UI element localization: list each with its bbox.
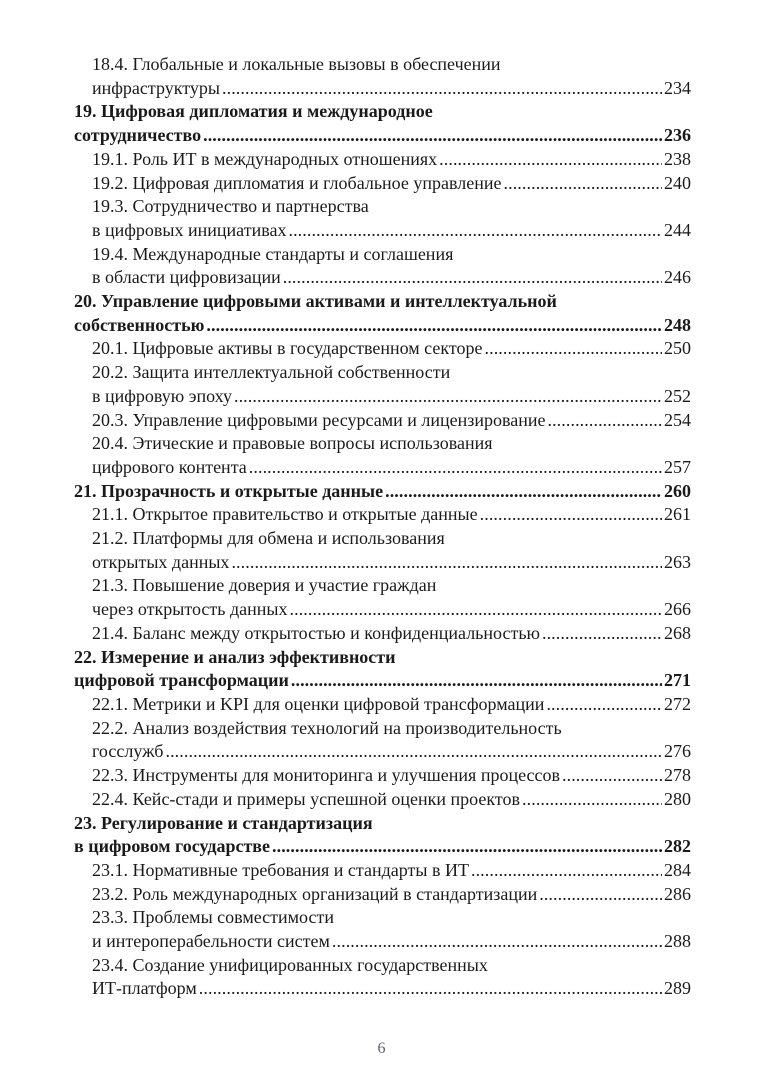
dot-leader xyxy=(203,124,662,148)
toc-section-entry xyxy=(74,195,691,242)
toc-page-number: 268 xyxy=(664,622,691,643)
toc-entry-title-line: 22.3. Инструменты для мониторинга и улучшения процессов xyxy=(92,765,560,786)
toc-chapter-entry xyxy=(74,290,691,337)
dot-leader xyxy=(272,835,662,859)
toc-entry-title-line: через открытость данных xyxy=(92,599,288,620)
toc-entry-title-line: 20.4. Этические и правовые вопросы использования xyxy=(92,433,493,454)
toc-entry-last-line xyxy=(74,788,691,812)
toc-entry-title-line: 21.4. Баланс между открытостью и конфиденциальностью xyxy=(92,622,540,643)
toc-entry-title-line: 21. Прозрачность и открытые данные xyxy=(74,480,384,501)
toc-entry-title-line: в цифровом государстве xyxy=(74,836,270,857)
toc-page-number: 271 xyxy=(664,670,691,691)
toc-page-number: 288 xyxy=(664,931,691,952)
toc-section-entry xyxy=(74,693,691,717)
toc-page-number: 234 xyxy=(664,77,691,98)
toc-page-number: 250 xyxy=(664,338,691,359)
dot-leader xyxy=(546,693,662,717)
toc-section-entry xyxy=(74,53,691,100)
toc-entry-last-line xyxy=(74,883,691,907)
table-of-contents xyxy=(74,53,691,1001)
toc-chapter-entry xyxy=(74,812,691,859)
toc-section-entry xyxy=(74,337,691,361)
toc-section-entry xyxy=(74,172,691,196)
toc-entry-last-line xyxy=(74,456,691,480)
toc-page-number: 282 xyxy=(664,836,691,857)
toc-page-number: 278 xyxy=(664,765,691,786)
toc-entry-last-line xyxy=(74,266,691,290)
dot-leader xyxy=(332,930,662,954)
toc-entry-last-line xyxy=(74,409,691,433)
toc-entry-title-line: 21.3. Повышение доверия и участие граждан xyxy=(92,575,437,596)
toc-entry-last-line xyxy=(74,622,691,646)
toc-entry-title-line: 20. Управление цифровыми активами и интеллектуальной xyxy=(74,291,557,312)
toc-page-number: 260 xyxy=(664,480,691,501)
toc-entry-last-line xyxy=(74,693,691,717)
dot-leader xyxy=(385,480,662,504)
toc-entry-title-line: 22.4. Кейс-стади и примеры успешной оценки проектов xyxy=(92,788,521,809)
toc-section-entry xyxy=(74,432,691,479)
toc-section-entry xyxy=(74,409,691,433)
toc-section-entry xyxy=(74,954,691,1001)
dot-leader xyxy=(291,669,662,693)
toc-page-number: 263 xyxy=(664,551,691,572)
toc-entry-title-line: 23.3. Проблемы совместимости xyxy=(92,907,334,928)
toc-page-number: 266 xyxy=(664,599,691,620)
dot-leader xyxy=(562,764,662,788)
dot-leader xyxy=(165,740,662,764)
toc-page-number: 280 xyxy=(664,788,691,809)
dot-leader xyxy=(480,503,662,527)
toc-entry-title-line: открытых данных xyxy=(92,551,230,572)
toc-entry-last-line xyxy=(74,669,691,693)
dot-leader xyxy=(231,551,662,575)
toc-chapter-entry xyxy=(74,646,691,693)
dot-leader xyxy=(439,148,662,172)
dot-leader xyxy=(199,977,662,1001)
toc-entry-last-line xyxy=(74,124,691,148)
toc-chapter-entry xyxy=(74,480,691,504)
toc-entry-title-line: 23.2. Роль международных организаций в стандартизации xyxy=(92,883,538,904)
toc-section-entry xyxy=(74,503,691,527)
page-number: 6 xyxy=(377,1040,386,1057)
toc-entry-title-line: 19.1. Роль ИТ в международных отношениях xyxy=(92,148,438,169)
dot-leader xyxy=(249,456,662,480)
toc-entry-title-line: 21.1. Открытое правительство и открытые данные xyxy=(92,504,478,525)
toc-page-number: 276 xyxy=(664,741,691,762)
toc-entry-title-line: цифровой трансформации xyxy=(74,670,289,691)
toc-entry-title-line: собственностью xyxy=(74,314,205,335)
dot-leader xyxy=(222,77,662,101)
toc-entry-title-line: 23.4. Создание унифицированных государственных xyxy=(92,954,488,975)
toc-section-entry xyxy=(74,883,691,907)
dot-leader xyxy=(547,409,662,433)
toc-page-number: 254 xyxy=(664,409,691,430)
dot-leader xyxy=(206,314,662,338)
toc-entry-title-line: 22.1. Метрики и KPI для оценки цифровой трансформации xyxy=(92,693,545,714)
toc-section-entry xyxy=(74,906,691,953)
toc-entry-last-line xyxy=(74,385,691,409)
dot-leader xyxy=(539,883,662,907)
toc-entry-last-line xyxy=(74,337,691,361)
toc-entry-last-line xyxy=(74,598,691,622)
toc-section-entry xyxy=(74,859,691,883)
toc-entry-last-line xyxy=(74,148,691,172)
toc-entry-title-line: цифрового контента xyxy=(92,456,247,477)
toc-page-number: 248 xyxy=(664,314,691,335)
toc-section-entry xyxy=(74,148,691,172)
toc-entry-title-line: и интероперабельности систем xyxy=(92,931,330,952)
toc-entry-title-line: 21.2. Платформы для обмена и использования xyxy=(92,528,445,549)
toc-section-entry xyxy=(74,764,691,788)
toc-page-number: 246 xyxy=(664,267,691,288)
toc-page-number: 286 xyxy=(664,883,691,904)
toc-page-number: 257 xyxy=(664,456,691,477)
toc-entry-title-line: 20.1. Цифровые активы в государственном секторе xyxy=(92,338,483,359)
toc-entry-title-line: 19.4. Международные стандарты и соглашения xyxy=(92,243,454,264)
toc-entry-title-line: госслужб xyxy=(92,741,164,762)
dot-leader xyxy=(283,266,662,290)
toc-page-number: 238 xyxy=(664,148,691,169)
toc-entry-title-line: в области цифровизации xyxy=(92,267,281,288)
toc-entry-title-line: 23.1. Нормативные требования и стандарты в ИТ xyxy=(92,859,469,880)
toc-entry-title-line: сотрудничество xyxy=(74,125,202,146)
dot-leader xyxy=(234,385,662,409)
toc-entry-last-line xyxy=(74,835,691,859)
toc-entry-last-line xyxy=(74,977,691,1001)
toc-entry-last-line xyxy=(74,740,691,764)
toc-section-entry xyxy=(74,717,691,764)
toc-entry-title-line: 20.3. Управление цифровыми ресурсами и лицензирование xyxy=(92,409,546,430)
toc-entry-last-line xyxy=(74,219,691,243)
toc-section-entry xyxy=(74,574,691,621)
toc-entry-title-line: 22. Измерение и анализ эффективности xyxy=(74,646,396,667)
toc-entry-last-line xyxy=(74,480,691,504)
toc-entry-last-line xyxy=(74,172,691,196)
toc-entry-last-line xyxy=(74,930,691,954)
toc-entry-title-line: 22.2. Анализ воздействия технологий на производительность xyxy=(92,717,562,738)
toc-page-number: 289 xyxy=(664,978,691,999)
toc-page-number: 244 xyxy=(664,219,691,240)
toc-entry-title-line: 23. Регулирование и стандартизация xyxy=(74,812,373,833)
toc-section-entry xyxy=(74,527,691,574)
toc-entry-last-line xyxy=(74,551,691,575)
toc-page-number: 236 xyxy=(664,125,691,146)
toc-entry-title-line: в цифровых инициативах xyxy=(92,219,287,240)
toc-entry-title-line: 19.2. Цифровая дипломатия и глобальное управление xyxy=(92,172,502,193)
toc-section-entry xyxy=(74,361,691,408)
toc-section-entry xyxy=(74,243,691,290)
toc-entry-last-line xyxy=(74,764,691,788)
dot-leader xyxy=(471,859,662,883)
toc-page-number: 261 xyxy=(664,504,691,525)
toc-entry-title-line: 19. Цифровая дипломатия и международное xyxy=(74,101,433,122)
dot-leader xyxy=(485,337,663,361)
toc-page-number: 272 xyxy=(664,693,691,714)
toc-entry-last-line xyxy=(74,859,691,883)
toc-page-number: 284 xyxy=(664,859,691,880)
toc-section-entry xyxy=(74,788,691,812)
dot-leader xyxy=(289,598,662,622)
dot-leader xyxy=(504,172,663,196)
toc-section-entry xyxy=(74,622,691,646)
toc-entry-title-line: 18.4. Глобальные и локальные вызовы в обеспечении xyxy=(92,54,501,74)
toc-entry-last-line xyxy=(74,503,691,527)
toc-entry-title-line: инфраструктуры xyxy=(92,77,220,98)
toc-entry-title-line: в цифровую эпоху xyxy=(92,385,232,406)
toc-page-number: 240 xyxy=(664,172,691,193)
toc-entry-last-line xyxy=(74,314,691,338)
toc-entry-title-line: 20.2. Защита интеллектуальной собственности xyxy=(92,362,451,383)
dot-leader xyxy=(522,788,662,812)
toc-chapter-entry xyxy=(74,100,691,147)
dot-leader xyxy=(542,622,662,646)
toc-entry-title-line: ИТ-платформ xyxy=(92,978,197,999)
toc-entry-title-line: 19.3. Сотрудничество и партнерства xyxy=(92,196,369,217)
dot-leader xyxy=(288,219,662,243)
toc-entry-last-line xyxy=(74,77,691,101)
toc-page-number: 252 xyxy=(664,385,691,406)
